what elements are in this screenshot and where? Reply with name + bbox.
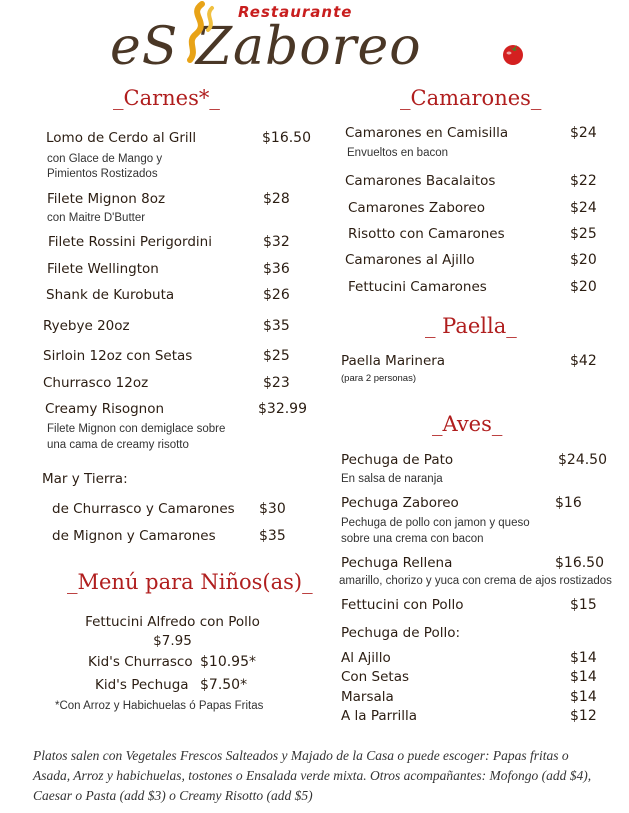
menu-item-desc: En salsa de naranja (341, 473, 443, 485)
menu-item-price: $23 (263, 375, 290, 391)
menu-item-price: $16 (555, 495, 582, 511)
menu-item-desc: sobre una crema con bacon (341, 533, 484, 545)
menu-item-name: Fettucini con Pollo (341, 597, 464, 613)
ninos-note: *Con Arroz y Habichuelas ó Papas Fritas (55, 700, 264, 712)
section-title-camarones: _Camarones_ (400, 86, 542, 110)
section-title-carnes: _Carnes*_ (113, 86, 220, 110)
ninos-item-price: $7.95 (153, 633, 192, 649)
menu-item-name: Filete Rossini Perigordini (48, 234, 212, 250)
menu-item-name: Filete Mignon 8oz (47, 191, 166, 207)
menu-item-name: Risotto con Camarones (348, 226, 505, 242)
menu-item-name: Churrasco 12oz (43, 375, 149, 391)
menu-item-name: Paella Marinera (341, 353, 446, 369)
menu-item-name: Pechuga Rellena (341, 555, 453, 571)
menu-item-price: $15 (570, 597, 597, 613)
menu-item-name: Fettucini Camarones (348, 279, 487, 295)
menu-item-name: A la Parrilla (341, 708, 418, 724)
section-title-ninos: _Menú para Niños(as)_ (67, 570, 313, 594)
restaurant-logo-name: eS Zaboreo (110, 17, 422, 77)
ninos-item-name: Fettucini Alfredo con Pollo (85, 614, 260, 630)
menu-item-desc: Pimientos Rostizados (47, 168, 158, 180)
menu-item-price: $22 (570, 173, 597, 189)
menu-item-name: Ryebye 20oz (43, 318, 130, 334)
menu-item-price: $42 (570, 353, 597, 369)
menu-item-price: $16.50 (555, 555, 604, 571)
ninos-item-name: Kid's Churrasco (88, 654, 193, 670)
menu-item-name: Marsala (341, 689, 394, 705)
menu-item-name: Creamy Risognon (45, 401, 165, 417)
ninos-item-price: $10.95* (200, 654, 256, 670)
menu-item-desc: con Glace de Mango y (47, 153, 163, 165)
menu-item-desc: con Maitre D'Butter (47, 212, 146, 224)
ninos-item-price: $7.50* (200, 677, 248, 693)
menu-item-price: $28 (263, 191, 290, 207)
ninos-item-name: Kid's Pechuga (95, 677, 189, 693)
menu-item-price: $35 (263, 318, 290, 334)
menu-item-name: Camarones Zaboreo (348, 200, 485, 216)
footer-note: Platos salen con Vegetales Frescos Salteados y Majado de la Casa o puede escoger: Papas fritas o Asada, Arroz y habichuelas, tostones o Ensalada verde mixta. Otros acompañantes: Mofongo (add $4), Caesar o Pasta (add $3) o Creamy Risotto (add $5) (33, 748, 592, 803)
section-title-paella: _ Paella_ (425, 314, 517, 338)
menu-item-price: $30 (259, 501, 286, 517)
menu-item-price: $25 (570, 226, 597, 242)
menu-item-price: $24.50 (558, 452, 607, 468)
menu-item-name: Pechuga Zaboreo (341, 495, 459, 511)
menu-item-price: $24 (570, 200, 597, 216)
menu-item-name: Lomo de Cerdo al Grill (46, 130, 197, 146)
menu-item-price: $32.99 (258, 401, 307, 417)
menu-item-price: $12 (570, 708, 597, 724)
menu-item-desc: una cama de creamy risotto (47, 439, 189, 451)
restaurant-subtitle: Restaurante (238, 3, 353, 21)
menu-item-name: Pechuga de Pato (341, 452, 454, 468)
pechuga-de-pollo-label: Pechuga de Pollo: (341, 625, 461, 641)
menu-item-desc: amarillo, chorizo y yuca con crema de ajos rostizados (339, 575, 612, 587)
menu-item-price: $20 (570, 279, 597, 295)
menu-item-desc: Envueltos en bacon (347, 147, 449, 159)
menu-item-price: $14 (570, 689, 597, 705)
menu-item-name: Al Ajillo (341, 650, 391, 666)
menu-item-price: $16.50 (262, 130, 311, 146)
menu-item-name: de Churrasco y Camarones (52, 501, 235, 517)
menu-item-name: de Mignon y Camarones (52, 528, 216, 544)
menu-item-price: $26 (263, 287, 290, 303)
steam-swirl-icon (158, 0, 228, 70)
mar-y-tierra-label: Mar y Tierra: (42, 471, 128, 487)
menu-item-price: $35 (259, 528, 286, 544)
menu-item-price: $24 (570, 125, 597, 141)
menu-item-name: Con Setas (341, 669, 410, 685)
tomato-icon (500, 40, 526, 66)
menu-item-desc: Pechuga de pollo con jamon y queso (341, 517, 530, 529)
menu-item-name: Camarones al Ajillo (345, 252, 475, 268)
menu-item-price: $32 (263, 234, 290, 250)
menu-item-price: $14 (570, 669, 597, 685)
menu-item-name: Camarones en Camisilla (345, 125, 509, 141)
menu-item-price: $25 (263, 348, 290, 364)
menu-item-price: $20 (570, 252, 597, 268)
menu-item-price: $14 (570, 650, 597, 666)
menu-item-name: Camarones Bacalaitos (345, 173, 496, 189)
menu-item-price: $36 (263, 261, 290, 277)
menu-item-name: Shank de Kurobuta (46, 287, 175, 303)
section-title-aves: _Aves_ (432, 412, 503, 436)
menu-item-desc: (para 2 personas) (341, 373, 416, 384)
menu-item-desc: Filete Mignon con demiglace sobre (47, 423, 226, 435)
menu-item-name: Sirloin 12oz con Setas (43, 348, 193, 364)
menu-item-name: Filete Wellington (47, 261, 159, 277)
